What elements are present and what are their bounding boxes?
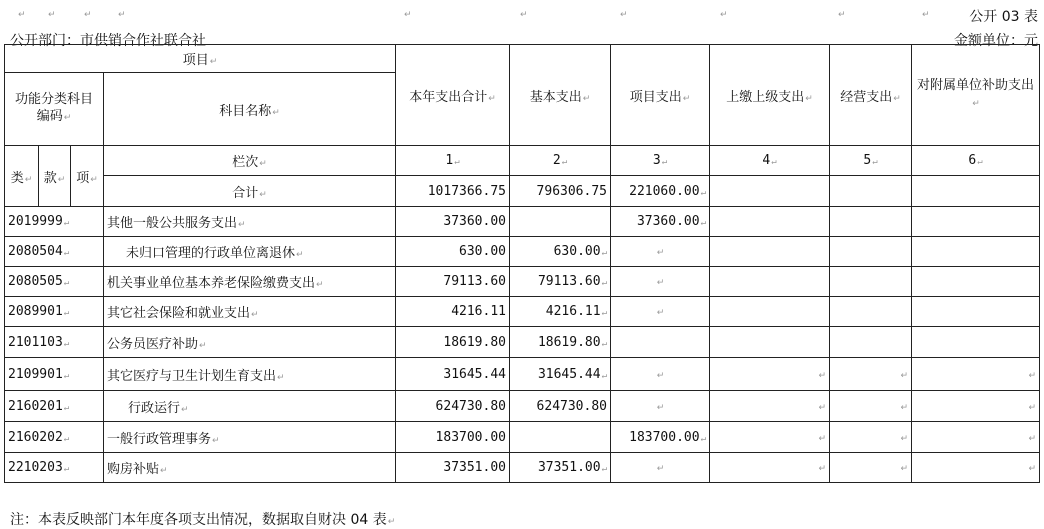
- table-row: [5, 391, 1040, 422]
- paragraph-mark: ↵: [118, 10, 126, 20]
- amount-unit-label: 金额单位：元: [954, 33, 1038, 49]
- row-basic: 79113.60↵: [510, 267, 611, 297]
- totals-subsidy: [912, 176, 1040, 207]
- row-project: ↵: [611, 237, 710, 267]
- row-total: 18619.80: [396, 327, 510, 358]
- row-basic: 37351.00↵: [510, 453, 611, 483]
- table-number: 公开 03 表: [969, 9, 1038, 25]
- totals-basic: 796306.75: [510, 176, 611, 207]
- row-upper: [710, 207, 830, 237]
- row-name: 其它社会保险和就业支出↵: [104, 297, 396, 327]
- row-total: 37360.00: [396, 207, 510, 237]
- row-upper: ↵: [710, 453, 830, 483]
- row-upper: [710, 327, 830, 358]
- row-subsidy: [912, 207, 1040, 237]
- row-name: 未归口管理的行政单位离退休↵: [104, 237, 396, 267]
- row-project: ↵: [611, 297, 710, 327]
- paragraph-mark: ↵: [720, 10, 728, 20]
- table-row: [5, 327, 1040, 358]
- row-project: ↵: [611, 267, 710, 297]
- row-upper: [710, 237, 830, 267]
- col-index-3: 3↵: [611, 146, 710, 176]
- row-project: ↵: [611, 358, 710, 391]
- kuan-header: 款↵: [39, 146, 71, 207]
- row-business: [830, 327, 912, 358]
- col-index-4: 4↵: [710, 146, 830, 176]
- lanci-label: 栏次↵: [104, 146, 396, 176]
- row-name: 一般行政管理事务↵: [104, 422, 396, 453]
- row-name: 行政运行↵: [104, 391, 396, 422]
- table-row: [5, 422, 1040, 453]
- totals-label: 合计↵: [104, 176, 396, 207]
- paragraph-mark: ↵: [838, 10, 846, 20]
- row-basic: 18619.80↵: [510, 327, 611, 358]
- row-code: 2101103↵: [5, 327, 104, 358]
- totals-upper: [710, 176, 830, 207]
- row-subsidy: ↵: [912, 358, 1040, 391]
- header-row-1: [5, 45, 1040, 73]
- row-subsidy: ↵: [912, 391, 1040, 422]
- col-header-upper: 上缴上级支出↵: [710, 45, 830, 146]
- row-total: 4216.11: [396, 297, 510, 327]
- col-header-project: 项目支出↵: [611, 45, 710, 146]
- row-business: [830, 267, 912, 297]
- col-header-business: 经营支出↵: [830, 45, 912, 146]
- totals-row: [5, 176, 1040, 207]
- col-header-subsidy: 对附属单位补助支出↵: [912, 45, 1040, 146]
- paragraph-mark: ↵: [84, 10, 92, 20]
- row-code: 2210203↵: [5, 453, 104, 483]
- col-index-6: 6↵: [912, 146, 1040, 176]
- row-subsidy: [912, 297, 1040, 327]
- table-row: [5, 267, 1040, 297]
- row-upper: ↵: [710, 422, 830, 453]
- row-basic: 4216.11↵: [510, 297, 611, 327]
- row-code: 2080504↵: [5, 237, 104, 267]
- row-subsidy: ↵: [912, 453, 1040, 483]
- row-business: ↵: [830, 453, 912, 483]
- row-project: ↵: [611, 391, 710, 422]
- row-name: 其他一般公共服务支出↵: [104, 207, 396, 237]
- row-code: 2160202↵: [5, 422, 104, 453]
- table-footnote: 注：本表反映部门本年度各项支出情况，数据取自财决 04 表↵: [10, 512, 396, 528]
- table-row: [5, 237, 1040, 267]
- department-label: 公开部门：市供销合作社联合社: [10, 33, 206, 49]
- row-business: [830, 237, 912, 267]
- row-code: 2109901↵: [5, 358, 104, 391]
- row-project: ↵: [611, 453, 710, 483]
- row-basic: 31645.44↵: [510, 358, 611, 391]
- row-business: ↵: [830, 391, 912, 422]
- paragraph-mark: ↵: [520, 10, 528, 20]
- totals-business: [830, 176, 912, 207]
- row-project: [611, 327, 710, 358]
- subject-name-header: 科目名称↵: [104, 73, 396, 146]
- row-code: 2019999↵: [5, 207, 104, 237]
- row-subsidy: ↵: [912, 422, 1040, 453]
- row-code: 2080505↵: [5, 267, 104, 297]
- row-code: 2160201↵: [5, 391, 104, 422]
- table-row: [5, 358, 1040, 391]
- col-index-5: 5↵: [830, 146, 912, 176]
- row-subsidy: [912, 237, 1040, 267]
- row-basic: [510, 207, 611, 237]
- row-name: 机关事业单位基本养老保险缴费支出↵: [104, 267, 396, 297]
- row-business: [830, 297, 912, 327]
- xiang-header: 项↵: [71, 146, 104, 207]
- row-name: 公务员医疗补助↵: [104, 327, 396, 358]
- project-group-header: 项目↵: [5, 45, 396, 73]
- paragraph-mark: ↵: [48, 10, 56, 20]
- row-total: 630.00: [396, 237, 510, 267]
- table-row: [5, 453, 1040, 483]
- col-header-total: 本年支出合计↵: [396, 45, 510, 146]
- col-index-2: 2↵: [510, 146, 611, 176]
- column-index-row: [5, 146, 1040, 176]
- row-total: 37351.00: [396, 453, 510, 483]
- totals-total: 1017366.75: [396, 176, 510, 207]
- paragraph-mark: ↵: [404, 10, 412, 20]
- row-name: 其它医疗与卫生计划生育支出↵: [104, 358, 396, 391]
- row-code: 2089901↵: [5, 297, 104, 327]
- row-basic: [510, 422, 611, 453]
- row-upper: ↵: [710, 391, 830, 422]
- expenditure-table: [4, 44, 1040, 483]
- row-basic: 630.00↵: [510, 237, 611, 267]
- row-subsidy: [912, 327, 1040, 358]
- row-name: 购房补贴↵: [104, 453, 396, 483]
- row-business: [830, 207, 912, 237]
- lei-header: 类↵: [5, 146, 39, 207]
- func-code-header: 功能分类科目编码↵: [5, 73, 104, 146]
- row-business: ↵: [830, 422, 912, 453]
- row-project: 37360.00↵: [611, 207, 710, 237]
- col-header-basic: 基本支出↵: [510, 45, 611, 146]
- row-total: 183700.00: [396, 422, 510, 453]
- row-subsidy: [912, 267, 1040, 297]
- paragraph-mark: ↵: [18, 10, 26, 20]
- row-upper: [710, 297, 830, 327]
- table-row: [5, 207, 1040, 237]
- row-project: 183700.00↵: [611, 422, 710, 453]
- row-basic: 624730.80: [510, 391, 611, 422]
- row-upper: ↵: [710, 358, 830, 391]
- row-business: ↵: [830, 358, 912, 391]
- paragraph-mark: ↵: [922, 10, 930, 20]
- table-row: [5, 297, 1040, 327]
- row-total: 31645.44: [396, 358, 510, 391]
- col-index-1: 1↵: [396, 146, 510, 176]
- paragraph-mark: ↵: [620, 10, 628, 20]
- row-total: 79113.60: [396, 267, 510, 297]
- row-total: 624730.80: [396, 391, 510, 422]
- totals-project: 221060.00↵: [611, 176, 710, 207]
- row-upper: [710, 267, 830, 297]
